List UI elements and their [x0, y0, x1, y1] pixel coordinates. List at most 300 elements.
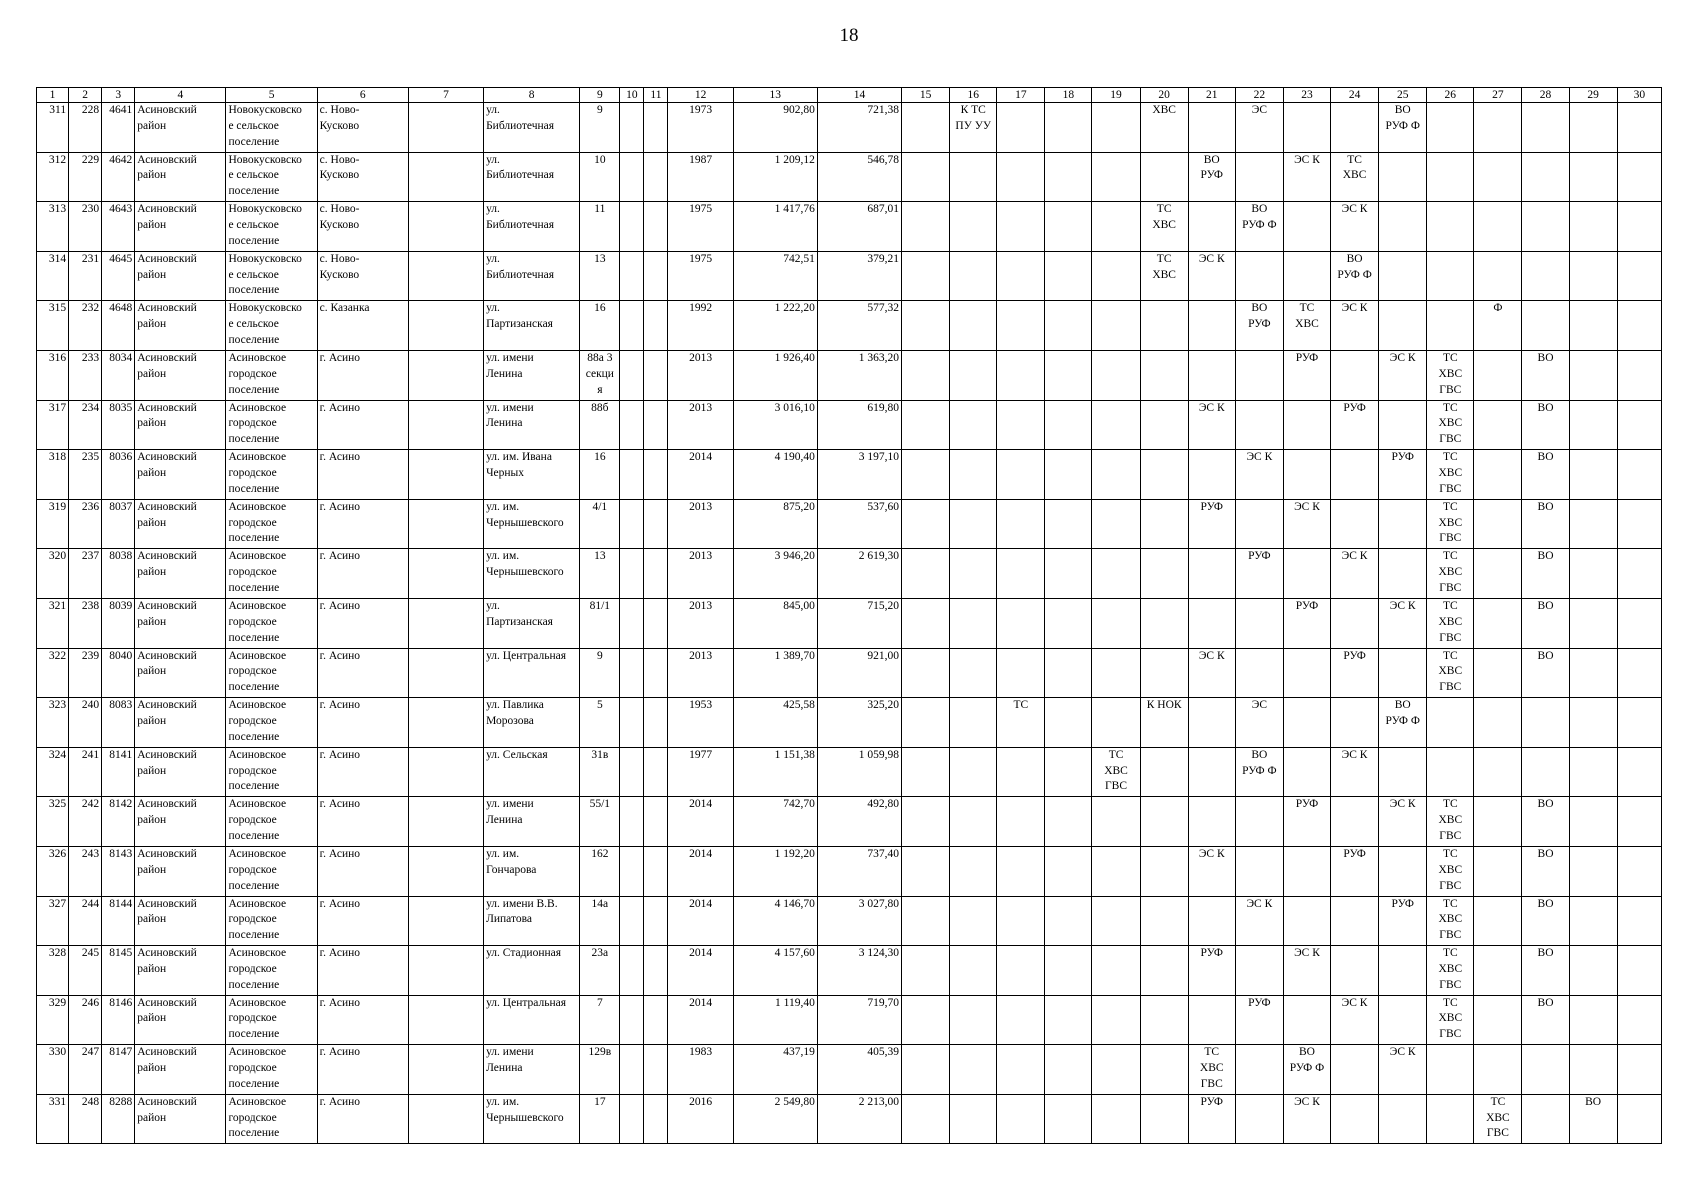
table-cell-col-4: Асиновский район [135, 896, 226, 946]
table-cell-col-13: 845,00 [733, 598, 817, 648]
table-cell-col-8: ул. имени В.В. Липатова [484, 896, 580, 946]
table-cell-col-6: с. Ново- Кусково [317, 251, 408, 301]
table-cell-col-22: ЭС К [1235, 450, 1283, 500]
table-cell-col-12: 2014 [668, 797, 733, 847]
table-body [37, 103, 1662, 1144]
table-cell-col-1: 318 [37, 450, 69, 500]
table-cell-col-29 [1569, 202, 1617, 252]
table-cell-col-26 [1427, 301, 1474, 351]
table-cell-col-13: 2 549,80 [733, 1094, 817, 1144]
table-cell-col-4: Асиновский район [135, 499, 226, 549]
table-cell-col-25 [1379, 846, 1427, 896]
table-cell-col-5: Асиновское городское поселение [226, 450, 317, 500]
table-cell-col-5: Асиновское городское поселение [226, 698, 317, 748]
table-cell-col-5: Новокусковско е сельское поселение [226, 251, 317, 301]
table-cell-col-27 [1474, 350, 1522, 400]
table-row [37, 251, 1662, 301]
table-cell-col-26: ТС ХВС ГВС [1427, 598, 1474, 648]
table-cell-col-3: 8146 [102, 995, 135, 1045]
table-cell-col-16 [950, 946, 997, 996]
table-cell-col-11 [644, 499, 668, 549]
table-cell-col-8: ул. им. Чернышевского [484, 1094, 580, 1144]
table-cell-col-27: ТС ХВС ГВС [1474, 1094, 1522, 1144]
table-cell-col-27 [1474, 549, 1522, 599]
table-cell-col-18 [1045, 648, 1092, 698]
table-cell-col-16 [950, 598, 997, 648]
table-cell-col-16 [950, 648, 997, 698]
table-cell-col-14: 405,39 [817, 1045, 901, 1095]
table-cell-col-29 [1569, 698, 1617, 748]
table-cell-col-9: 88б [580, 400, 620, 450]
table-cell-col-28 [1522, 1045, 1569, 1095]
table-cell-col-20 [1140, 598, 1188, 648]
table-row [37, 846, 1662, 896]
table-cell-col-5: Асиновское городское поселение [226, 648, 317, 698]
column-header-17: 17 [997, 88, 1045, 103]
table-cell-col-4: Асиновский район [135, 450, 226, 500]
table-cell-col-23 [1283, 251, 1330, 301]
table-cell-col-30 [1617, 995, 1661, 1045]
table-cell-col-24 [1331, 797, 1379, 847]
table-cell-col-21 [1188, 549, 1235, 599]
table-cell-col-27 [1474, 598, 1522, 648]
table-cell-col-9: 13 [580, 549, 620, 599]
column-header-8: 8 [484, 88, 580, 103]
table-cell-col-2: 248 [69, 1094, 102, 1144]
table-cell-col-30 [1617, 450, 1661, 500]
table-cell-col-9: 16 [580, 450, 620, 500]
table-cell-col-6: с. Казанка [317, 301, 408, 351]
table-cell-col-3: 8144 [102, 896, 135, 946]
table-cell-col-1: 312 [37, 152, 69, 202]
table-cell-col-23: ЭС К [1283, 152, 1330, 202]
table-cell-col-15 [902, 251, 950, 301]
table-cell-col-6: г. Асино [317, 896, 408, 946]
table-cell-col-27 [1474, 747, 1522, 797]
table-cell-col-4: Асиновский район [135, 400, 226, 450]
table-cell-col-24 [1331, 598, 1379, 648]
table-cell-col-22: ЭС [1235, 698, 1283, 748]
table-cell-col-15 [902, 499, 950, 549]
table-cell-col-4: Асиновский район [135, 747, 226, 797]
table-cell-col-11 [644, 1094, 668, 1144]
table-cell-col-11 [644, 598, 668, 648]
table-cell-col-10 [620, 648, 644, 698]
table-cell-col-16 [950, 797, 997, 847]
table-cell-col-13: 1 926,40 [733, 350, 817, 400]
table-cell-col-1: 317 [37, 400, 69, 450]
table-cell-col-15 [902, 846, 950, 896]
table-cell-col-22 [1235, 946, 1283, 996]
table-cell-col-26 [1427, 698, 1474, 748]
table-cell-col-12: 2014 [668, 846, 733, 896]
table-cell-col-26: ТС ХВС ГВС [1427, 995, 1474, 1045]
table-cell-col-28: ВО [1522, 350, 1569, 400]
table-cell-col-21 [1188, 301, 1235, 351]
table-cell-col-11 [644, 202, 668, 252]
table-cell-col-2: 229 [69, 152, 102, 202]
table-cell-col-11 [644, 698, 668, 748]
table-cell-col-17 [997, 400, 1045, 450]
table-cell-col-18 [1045, 400, 1092, 450]
table-cell-col-13: 4 190,40 [733, 450, 817, 500]
table-cell-col-7 [408, 152, 483, 202]
header-row [37, 88, 1662, 103]
table-cell-col-10 [620, 350, 644, 400]
table-cell-col-6: с. Ново- Кусково [317, 152, 408, 202]
table-cell-col-16 [950, 896, 997, 946]
table-cell-col-4: Асиновский район [135, 648, 226, 698]
table-cell-col-17 [997, 1094, 1045, 1144]
table-cell-col-5: Асиновское городское поселение [226, 747, 317, 797]
table-cell-col-5: Новокусковско е сельское поселение [226, 301, 317, 351]
table-cell-col-15 [902, 301, 950, 351]
table-cell-col-30 [1617, 499, 1661, 549]
table-cell-col-4: Асиновский район [135, 301, 226, 351]
table-cell-col-26 [1427, 251, 1474, 301]
table-cell-col-29 [1569, 152, 1617, 202]
table-cell-col-11 [644, 946, 668, 996]
table-cell-col-28: ВО [1522, 946, 1569, 996]
table-cell-col-30 [1617, 103, 1661, 153]
table-cell-col-3: 4645 [102, 251, 135, 301]
table-cell-col-14: 721,38 [817, 103, 901, 153]
column-header-24: 24 [1331, 88, 1379, 103]
table-cell-col-8: ул. Партизанская [484, 301, 580, 351]
table-cell-col-12: 2013 [668, 499, 733, 549]
table-cell-col-22: РУФ [1235, 549, 1283, 599]
table-cell-col-10 [620, 896, 644, 946]
table-cell-col-17 [997, 946, 1045, 996]
table-cell-col-2: 233 [69, 350, 102, 400]
table-cell-col-10 [620, 946, 644, 996]
table-cell-col-18 [1045, 896, 1092, 946]
table-cell-col-30 [1617, 202, 1661, 252]
table-cell-col-16 [950, 995, 997, 1045]
table-cell-col-6: г. Асино [317, 549, 408, 599]
table-cell-col-2: 230 [69, 202, 102, 252]
table-cell-col-17 [997, 499, 1045, 549]
table-cell-col-8: ул. имени Ленина [484, 400, 580, 450]
table-cell-col-8: ул. Партизанская [484, 598, 580, 648]
table-cell-col-13: 1 222,20 [733, 301, 817, 351]
table-cell-col-7 [408, 1045, 483, 1095]
table-cell-col-29 [1569, 350, 1617, 400]
table-cell-col-4: Асиновский район [135, 1094, 226, 1144]
table-cell-col-4: Асиновский район [135, 698, 226, 748]
table-cell-col-11 [644, 400, 668, 450]
table-cell-col-18 [1045, 499, 1092, 549]
table-cell-col-18 [1045, 549, 1092, 599]
table-cell-col-12: 1973 [668, 103, 733, 153]
table-cell-col-16 [950, 450, 997, 500]
table-cell-col-26: ТС ХВС ГВС [1427, 450, 1474, 500]
table-cell-col-2: 228 [69, 103, 102, 153]
table-cell-col-8: ул. имени Ленина [484, 797, 580, 847]
table-cell-col-24 [1331, 698, 1379, 748]
table-cell-col-22 [1235, 251, 1283, 301]
table-cell-col-29 [1569, 797, 1617, 847]
table-cell-col-22 [1235, 1094, 1283, 1144]
table-cell-col-2: 241 [69, 747, 102, 797]
table-cell-col-22 [1235, 350, 1283, 400]
table-row [37, 549, 1662, 599]
table-row [37, 301, 1662, 351]
table-cell-col-7 [408, 797, 483, 847]
table-cell-col-23 [1283, 896, 1330, 946]
table-cell-col-15 [902, 946, 950, 996]
table-cell-col-5: Асиновское городское поселение [226, 499, 317, 549]
table-cell-col-19 [1092, 103, 1140, 153]
table-cell-col-13: 742,70 [733, 797, 817, 847]
table-cell-col-24 [1331, 350, 1379, 400]
column-header-15: 15 [902, 88, 950, 103]
table-cell-col-1: 321 [37, 598, 69, 648]
table-cell-col-27 [1474, 946, 1522, 996]
table-cell-col-11 [644, 549, 668, 599]
table-cell-col-5: Асиновское городское поселение [226, 549, 317, 599]
table-cell-col-4: Асиновский район [135, 946, 226, 996]
table-cell-col-4: Асиновский район [135, 598, 226, 648]
table-cell-col-30 [1617, 698, 1661, 748]
table-cell-col-7 [408, 846, 483, 896]
table-cell-col-11 [644, 648, 668, 698]
table-cell-col-17 [997, 648, 1045, 698]
table-cell-col-7 [408, 202, 483, 252]
table-cell-col-18 [1045, 747, 1092, 797]
table-cell-col-3: 8141 [102, 747, 135, 797]
table-cell-col-9: 13 [580, 251, 620, 301]
table-cell-col-6: г. Асино [317, 350, 408, 400]
table-cell-col-18 [1045, 797, 1092, 847]
table-cell-col-18 [1045, 846, 1092, 896]
table-cell-col-12: 2014 [668, 995, 733, 1045]
table-cell-col-2: 242 [69, 797, 102, 847]
table-cell-col-22: РУФ [1235, 995, 1283, 1045]
table-cell-col-9: 129в [580, 1045, 620, 1095]
table-cell-col-21: ВО РУФ [1188, 152, 1235, 202]
table-cell-col-7 [408, 747, 483, 797]
table-cell-col-29 [1569, 648, 1617, 698]
table-cell-col-1: 323 [37, 698, 69, 748]
column-header-2: 2 [69, 88, 102, 103]
table-cell-col-18 [1045, 152, 1092, 202]
table-cell-col-24: ЭС К [1331, 995, 1379, 1045]
table-cell-col-8: ул. Стадионная [484, 946, 580, 996]
table-cell-col-4: Асиновский район [135, 202, 226, 252]
table-cell-col-2: 237 [69, 549, 102, 599]
column-header-10: 10 [620, 88, 644, 103]
table-cell-col-30 [1617, 400, 1661, 450]
table-cell-col-8: ул. Библиотечная [484, 152, 580, 202]
table-cell-col-8: ул. имени Ленина [484, 350, 580, 400]
table-cell-col-9: 81/1 [580, 598, 620, 648]
table-cell-col-5: Асиновское городское поселение [226, 995, 317, 1045]
table-cell-col-19 [1092, 152, 1140, 202]
table-cell-col-11 [644, 152, 668, 202]
table-cell-col-25 [1379, 301, 1427, 351]
table-cell-col-17 [997, 350, 1045, 400]
table-cell-col-29 [1569, 400, 1617, 450]
table-cell-col-7 [408, 450, 483, 500]
table-cell-col-6: г. Асино [317, 1094, 408, 1144]
table-cell-col-3: 8288 [102, 1094, 135, 1144]
table-cell-col-14: 537,60 [817, 499, 901, 549]
table-row [37, 202, 1662, 252]
table-cell-col-28: ВО [1522, 846, 1569, 896]
table-cell-col-28 [1522, 698, 1569, 748]
table-cell-col-20 [1140, 896, 1188, 946]
table-row [37, 648, 1662, 698]
table-cell-col-18 [1045, 1045, 1092, 1095]
table-cell-col-16 [950, 301, 997, 351]
table-cell-col-20 [1140, 648, 1188, 698]
table-cell-col-10 [620, 797, 644, 847]
table-cell-col-13: 437,19 [733, 1045, 817, 1095]
column-header-29: 29 [1569, 88, 1617, 103]
table-row [37, 946, 1662, 996]
table-row [37, 995, 1662, 1045]
table-cell-col-14: 379,21 [817, 251, 901, 301]
column-header-25: 25 [1379, 88, 1427, 103]
table-cell-col-30 [1617, 152, 1661, 202]
table-cell-col-10 [620, 549, 644, 599]
table-cell-col-8: ул. Библиотечная [484, 202, 580, 252]
table-cell-col-5: Новокусковско е сельское поселение [226, 202, 317, 252]
table-cell-col-17 [997, 450, 1045, 500]
table-cell-col-9: 4/1 [580, 499, 620, 549]
table-cell-col-15 [902, 450, 950, 500]
table-cell-col-25: ЭС К [1379, 797, 1427, 847]
table-cell-col-2: 234 [69, 400, 102, 450]
table-row [37, 698, 1662, 748]
table-cell-col-23 [1283, 202, 1330, 252]
table-cell-col-18 [1045, 995, 1092, 1045]
table-cell-col-22 [1235, 598, 1283, 648]
table-cell-col-18 [1045, 698, 1092, 748]
table-cell-col-18 [1045, 301, 1092, 351]
table-cell-col-29 [1569, 450, 1617, 500]
table-cell-col-15 [902, 350, 950, 400]
table-cell-col-26: ТС ХВС ГВС [1427, 549, 1474, 599]
table-cell-col-11 [644, 301, 668, 351]
table-cell-col-5: Асиновское городское поселение [226, 896, 317, 946]
table-cell-col-8: ул. им. Чернышевского [484, 499, 580, 549]
table-cell-col-7 [408, 499, 483, 549]
table-cell-col-30 [1617, 1094, 1661, 1144]
table-cell-col-29 [1569, 995, 1617, 1045]
table-cell-col-27 [1474, 152, 1522, 202]
table-cell-col-13: 3 016,10 [733, 400, 817, 450]
table-cell-col-26: ТС ХВС ГВС [1427, 846, 1474, 896]
table-cell-col-14: 492,80 [817, 797, 901, 847]
table-cell-col-21 [1188, 797, 1235, 847]
table-cell-col-21: РУФ [1188, 1094, 1235, 1144]
table-cell-col-2: 238 [69, 598, 102, 648]
table-cell-col-18 [1045, 202, 1092, 252]
table-cell-col-10 [620, 698, 644, 748]
table-cell-col-29 [1569, 747, 1617, 797]
table-row [37, 350, 1662, 400]
table-cell-col-26: ТС ХВС ГВС [1427, 946, 1474, 996]
column-header-14: 14 [817, 88, 901, 103]
table-cell-col-3: 4643 [102, 202, 135, 252]
table-cell-col-20 [1140, 499, 1188, 549]
table-cell-col-30 [1617, 598, 1661, 648]
column-header-23: 23 [1283, 88, 1330, 103]
column-header-16: 16 [950, 88, 997, 103]
table-cell-col-9: 9 [580, 648, 620, 698]
table-cell-col-24 [1331, 896, 1379, 946]
table-cell-col-24: ВО РУФ Ф [1331, 251, 1379, 301]
table-cell-col-7 [408, 698, 483, 748]
table-cell-col-17 [997, 103, 1045, 153]
table-cell-col-24 [1331, 946, 1379, 996]
table-cell-col-22: ЭС [1235, 103, 1283, 153]
table-cell-col-21: ЭС К [1188, 846, 1235, 896]
table-row [37, 1045, 1662, 1095]
table-cell-col-19 [1092, 549, 1140, 599]
table-cell-col-8: ул. Библиотечная [484, 103, 580, 153]
table-cell-col-23: ТС ХВС [1283, 301, 1330, 351]
table-cell-col-29 [1569, 598, 1617, 648]
table-cell-col-14: 3 197,10 [817, 450, 901, 500]
table-cell-col-3: 4641 [102, 103, 135, 153]
table-cell-col-24 [1331, 103, 1379, 153]
table-cell-col-26: ТС ХВС ГВС [1427, 350, 1474, 400]
table-cell-col-1: 325 [37, 797, 69, 847]
table-cell-col-25 [1379, 995, 1427, 1045]
table-cell-col-9: 11 [580, 202, 620, 252]
table-cell-col-20 [1140, 400, 1188, 450]
table-cell-col-22: ВО РУФ Ф [1235, 202, 1283, 252]
column-header-11: 11 [644, 88, 668, 103]
table-cell-col-21 [1188, 202, 1235, 252]
column-header-26: 26 [1427, 88, 1474, 103]
table-cell-col-7 [408, 301, 483, 351]
table-cell-col-26: ТС ХВС ГВС [1427, 648, 1474, 698]
table-cell-col-25 [1379, 400, 1427, 450]
table-cell-col-19 [1092, 202, 1140, 252]
table-cell-col-1: 315 [37, 301, 69, 351]
table-cell-col-20: ТС ХВС [1140, 251, 1188, 301]
table-cell-col-6: г. Асино [317, 450, 408, 500]
table-cell-col-28 [1522, 103, 1569, 153]
table-cell-col-10 [620, 846, 644, 896]
table-cell-col-25 [1379, 747, 1427, 797]
table-cell-col-14: 619,80 [817, 400, 901, 450]
table-cell-col-10 [620, 598, 644, 648]
table-cell-col-11 [644, 251, 668, 301]
table-cell-col-20 [1140, 946, 1188, 996]
table-cell-col-12: 2013 [668, 648, 733, 698]
table-cell-col-27 [1474, 896, 1522, 946]
table-cell-col-28: ВО [1522, 499, 1569, 549]
table-row [37, 152, 1662, 202]
table-cell-col-7 [408, 400, 483, 450]
table-cell-col-20 [1140, 450, 1188, 500]
table-cell-col-7 [408, 946, 483, 996]
table-cell-col-27 [1474, 648, 1522, 698]
table-cell-col-24 [1331, 450, 1379, 500]
table-cell-col-12: 2014 [668, 450, 733, 500]
table-cell-col-16 [950, 499, 997, 549]
table-cell-col-11 [644, 450, 668, 500]
table-cell-col-17: ТС [997, 698, 1045, 748]
table-cell-col-20: К НОК [1140, 698, 1188, 748]
table-cell-col-16 [950, 698, 997, 748]
table-row [37, 896, 1662, 946]
